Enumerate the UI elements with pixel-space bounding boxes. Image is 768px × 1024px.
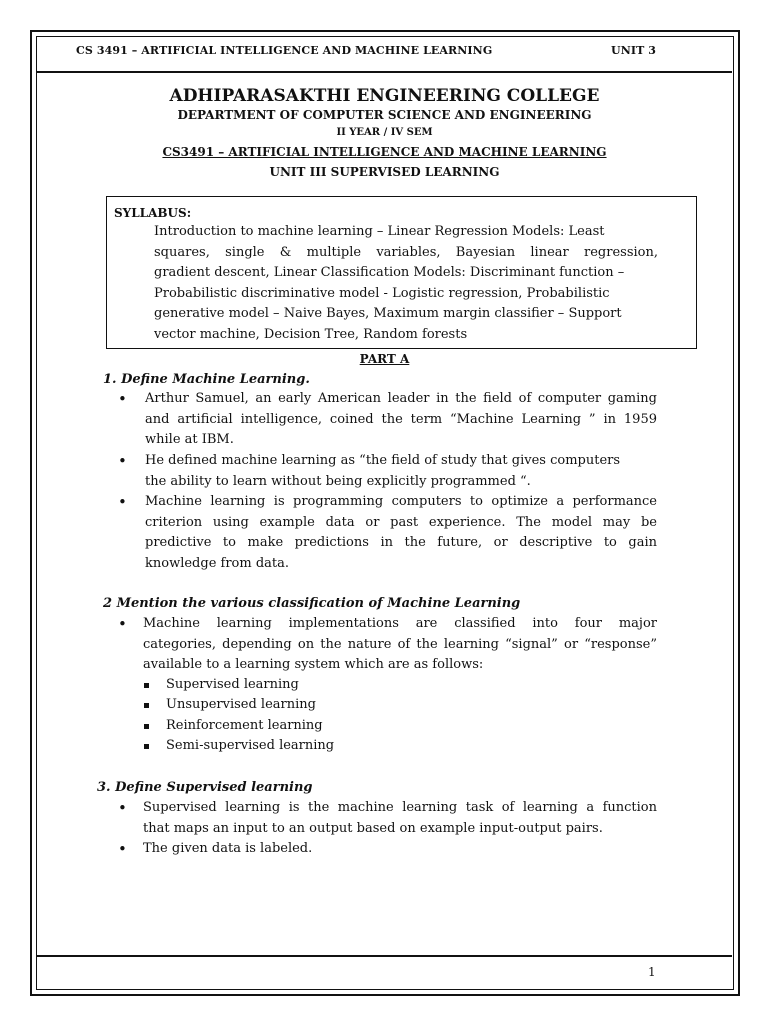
text-line: available to a learning system which are as follows: [143,657,484,672]
q2-title: 2 Mention the various classification of Machine Learning [103,596,521,611]
q3-title: 3. Define Supervised learning [97,780,313,795]
header-unit: UNIT 3 [611,44,657,57]
text-line: Machine learning is programming computers to optimize a performance [145,494,657,509]
syllabus-line: squares, single & multiple variables, Bayesian linear regression, [154,244,658,260]
year-sem: II YEAR / IV SEM [336,127,433,138]
syllabus-line: generative model – Naive Bayes, Maximum margin classifier – Support [154,306,622,321]
header-rule [37,71,732,73]
department-name: DEPARTMENT OF COMPUTER SCIENCE AND ENGINEERING [177,108,592,122]
college-name: ADHIPARASAKTHI ENGINEERING COLLEGE [169,86,600,106]
q3-bullet-1 [143,798,657,839]
syllabus-label: SYLLABUS: [114,206,192,220]
syllabus-line: vector machine, Decision Tree, Random forests [154,326,468,342]
bullet-icon: • [118,452,127,470]
text-line: the ability to learn without being explicitly programmed “. [145,473,531,489]
bullet-icon: • [118,799,127,817]
page-number: 1 [648,965,656,979]
syllabus-text [154,222,658,345]
square-bullet-icon [144,683,149,688]
text-line: criterion using example data or past experience. The model may be [145,514,657,530]
list-item: Supervised learning [166,677,299,692]
text-line: while at IBM. [145,432,234,447]
text-line: knowledge from data. [145,555,290,571]
footer-rule [37,955,732,957]
bullet-icon: • [118,615,127,633]
subject-title: CS3491 – ARTIFICIAL INTELLIGENCE AND MACHINE LEARNING [162,145,607,159]
syllabus-line: gradient descent, Linear Classification Models: Discriminant function – [154,265,625,280]
syllabus-line: Probabilistic discriminative model - Logistic regression, Probabilistic [154,285,610,301]
square-bullet-icon [144,724,149,729]
text-line: He defined machine learning as “the field of study that gives computers [145,453,621,468]
q1-bullet-3 [145,492,657,574]
bullet-icon: • [118,493,127,511]
list-item: Reinforcement learning [166,718,323,733]
q1-title: 1. Define Machine Learning. [103,372,310,387]
q3-bullet-2: The given data is labeled. [143,841,313,856]
text-line: categories, depending on the nature of the learning “signal” or “response” [143,636,657,652]
square-bullet-icon [144,703,149,708]
part-a-heading: PART A [359,352,410,366]
text-line: predictive to make predictions in the future, or descriptive to gain [145,535,657,550]
bullet-icon: • [118,840,127,858]
q1-bullet-1 [145,389,657,451]
text-line: and artificial intelligence, coined the term “Machine Learning ” in 1959 [145,411,657,427]
list-item: Unsupervised learning [166,697,316,712]
header-course: CS 3491 – ARTIFICIAL INTELLIGENCE AND MACHINE LEARNING [76,44,493,57]
text-line: Arthur Samuel, an early American leader in the field of computer gaming [145,391,657,406]
unit-title: UNIT III SUPERVISED LEARNING [269,165,500,179]
q2-intro [143,614,657,676]
list-item: Semi-supervised learning [166,738,335,753]
text-line: Supervised learning is the machine learning task of learning a function [143,800,657,815]
square-bullet-icon [144,744,149,749]
text-line: that maps an input to an output based on example input-output pairs. [143,820,603,836]
bullet-icon: • [118,390,127,408]
text-line: Machine learning implementations are classified into four major [143,616,657,631]
syllabus-line: Introduction to machine learning – Linear Regression Models: Least [154,224,605,239]
q1-bullet-2 [145,451,657,492]
